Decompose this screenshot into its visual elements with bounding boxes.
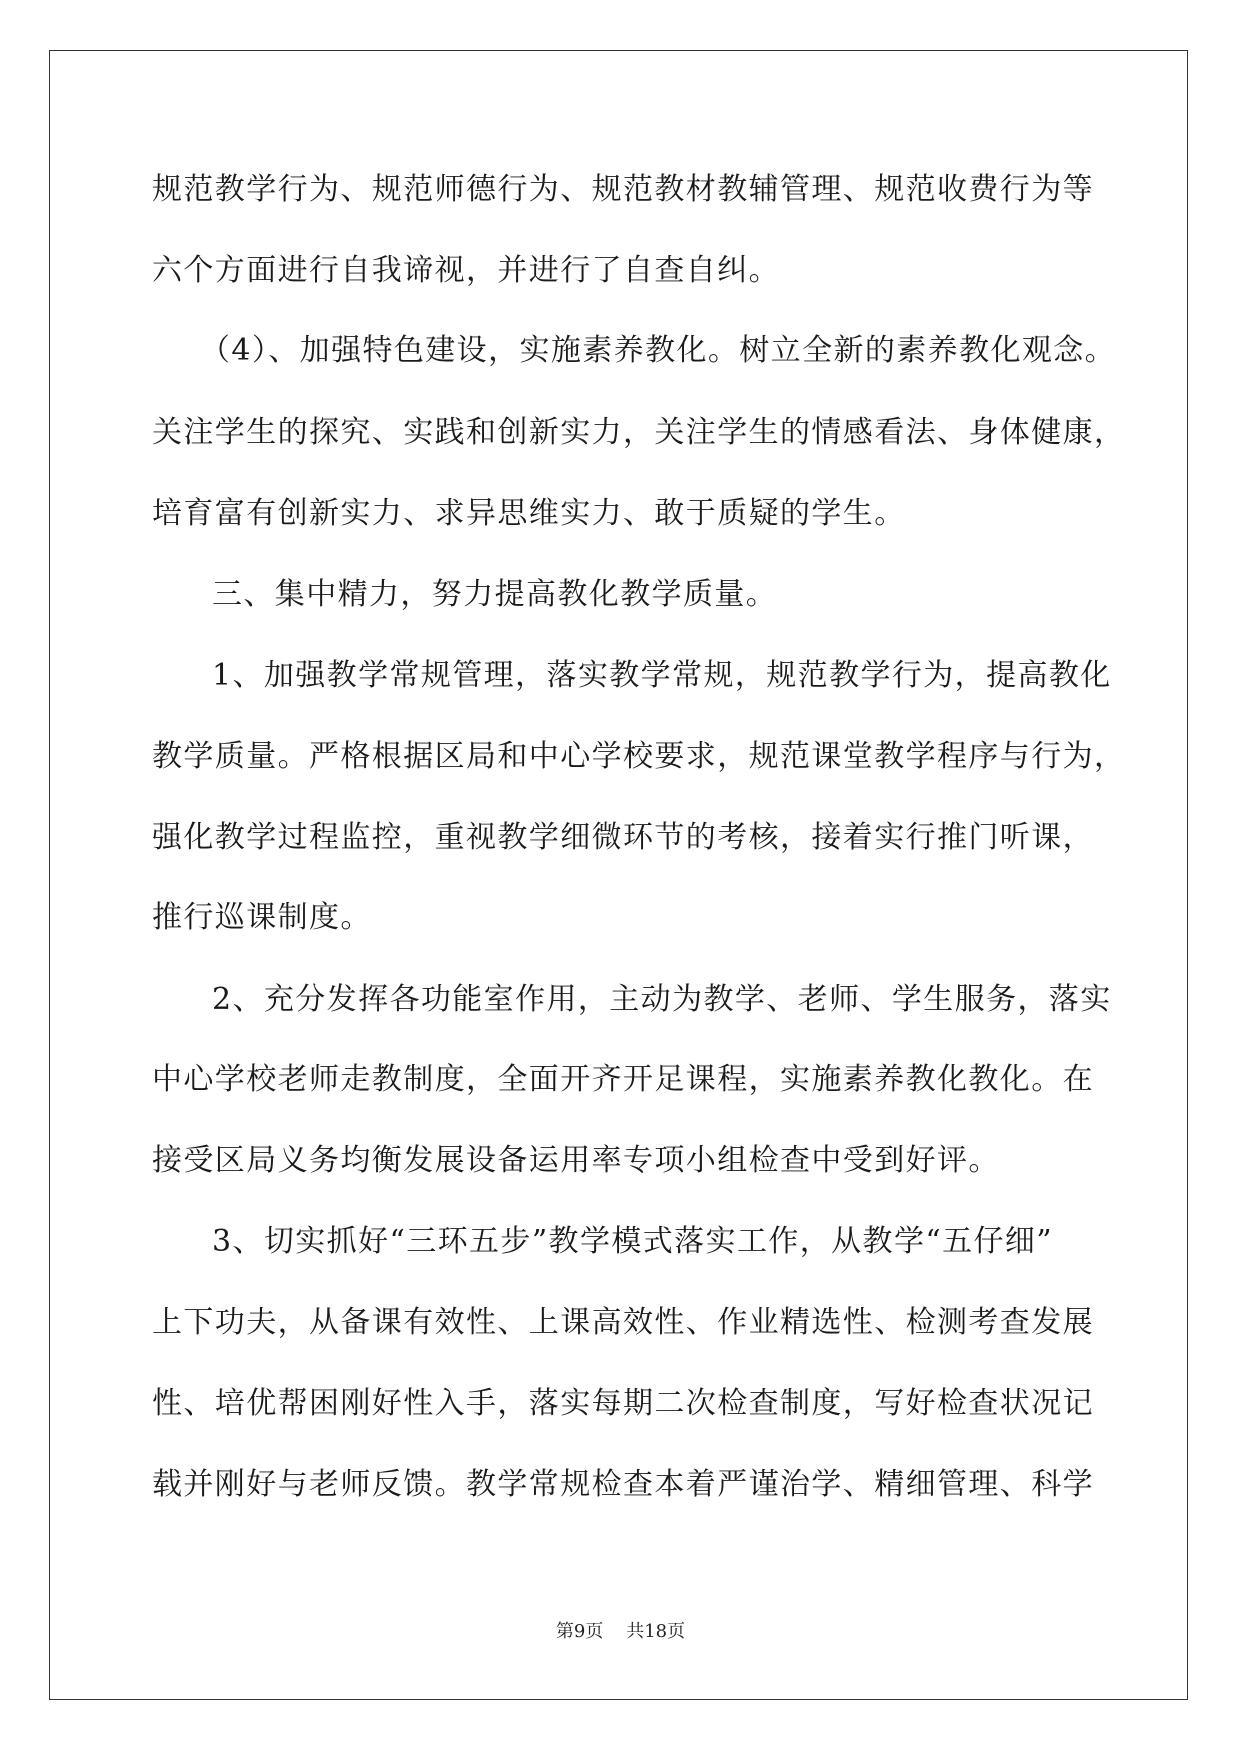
text-line: 性、培优帮困刚好性入手，落实每期二次检查制度，写好检查状况记 xyxy=(152,1386,1094,1421)
page-number: 第9页 xyxy=(555,1621,604,1642)
text-line: 上下功夫，从备课有效性、上课高效性、作业精选性、检测考查发展 xyxy=(152,1305,1094,1340)
text-line: 载并刚好与老师反馈。教学常规检查本着严谨治学、精细管理、科学 xyxy=(152,1467,1094,1502)
text-line: 教学质量。严格根据区局和中心学校要求，规范课堂教学程序与行为， xyxy=(152,739,1126,774)
text-line: 推行巡课制度。 xyxy=(152,900,372,935)
text-line: 六个方面进行自我谛视，并进行了自查自纠。 xyxy=(152,253,780,288)
page-footer xyxy=(0,1620,1241,1644)
section-heading: 三、集中精力，努力提高教化教学质量。 xyxy=(212,577,778,612)
page-total: 共18页 xyxy=(626,1621,686,1642)
text-line: 3、切实抓好“三环五步”教学模式落实工作，从教学“五仔细” xyxy=(212,1224,1054,1259)
text-line: 2、充分发挥各功能室作用，主动为教学、老师、学生服务，落实 xyxy=(212,982,1112,1017)
text-line: （4）、加强特色建设，实施素养教化。树立全新的素养教化观念。 xyxy=(200,333,1117,368)
text-line: 1、加强教学常规管理，落实教学常规，规范教学行为，提高教化 xyxy=(212,658,1112,693)
text-line: 中心学校老师走教制度，全面开齐开足课程，实施素养教化教化。在 xyxy=(152,1062,1094,1097)
text-line: 培育富有创新实力、求异思维实力、敢于质疑的学生。 xyxy=(152,496,906,531)
text-line: 接受区局义务均衡发展设备运用率专项小组检查中受到好评。 xyxy=(152,1143,1000,1178)
page-border xyxy=(49,50,1188,1700)
text-line: 关注学生的探究、实践和创新实力，关注学生的情感看法、身体健康， xyxy=(152,415,1126,450)
text-line: 强化教学过程监控，重视教学细微环节的考核，接着实行推门听课， xyxy=(152,820,1094,855)
text-line: 规范教学行为、规范师德行为、规范教材教辅管理、规范收费行为等 xyxy=(152,172,1094,207)
